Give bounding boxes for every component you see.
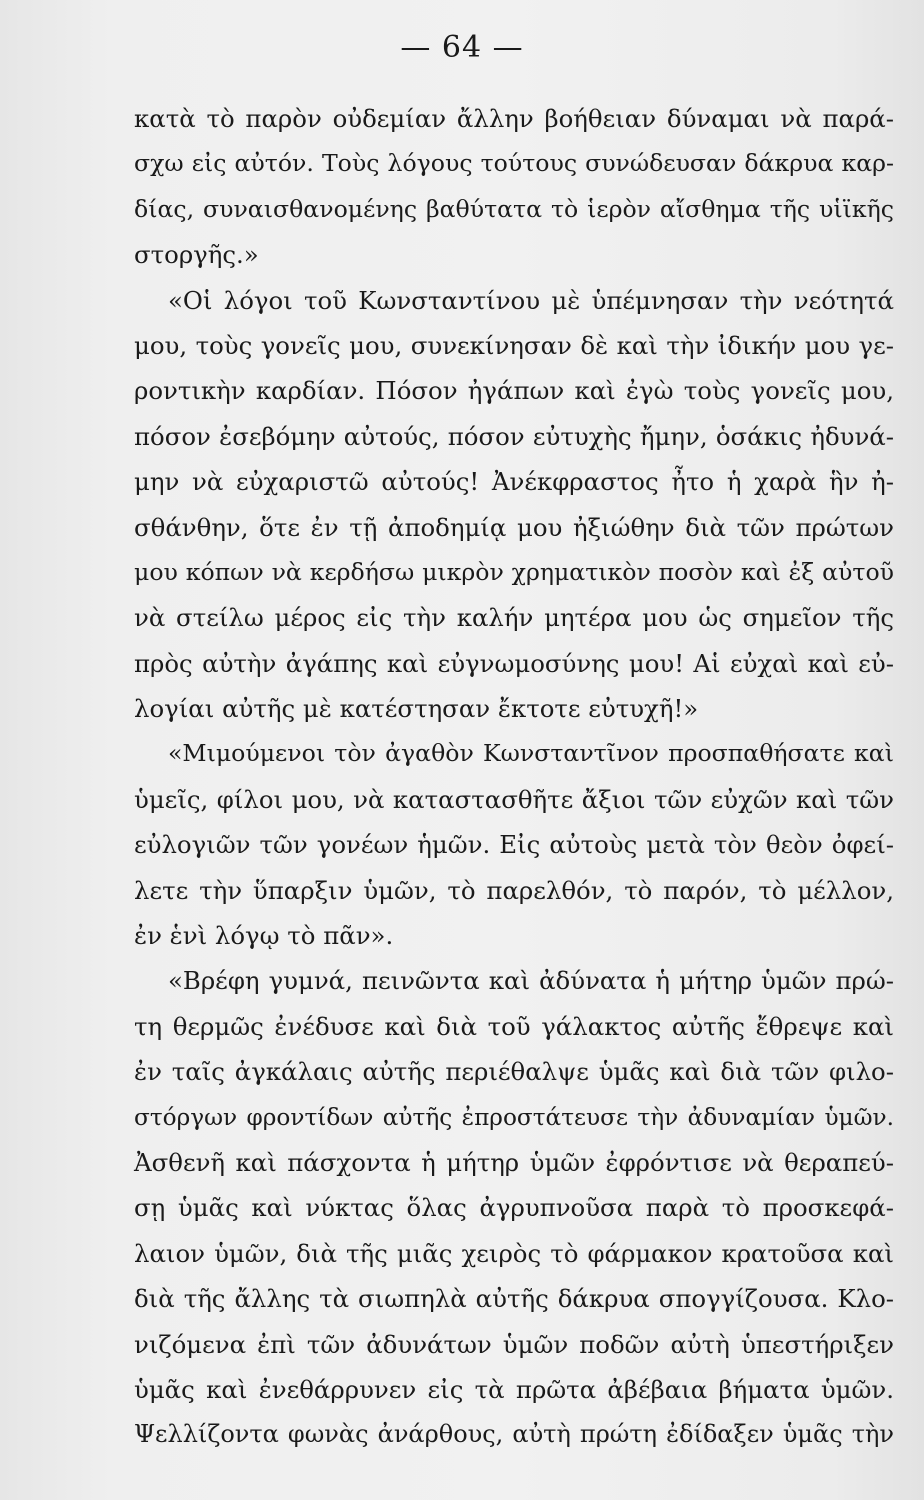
text-line: εὐλογιῶν τῶν γονέων ἡμῶν. Εἰς αὐτοὺς μετὰ τὸν θεὸν ὀφεί- xyxy=(134,830,894,860)
text-line: ἐν ταῖς ἀγκάλαις αὐτῆς περιέθαλψε ὑμᾶς καὶ διὰ τῶν φιλο- xyxy=(134,1057,894,1087)
text-line: λετε τὴν ὕπαρξιν ὑμῶν, τὸ παρελθόν, τὸ παρόν, τὸ μέλλον, xyxy=(134,875,894,905)
text-line: δίας, συναισθανομένης βαθύτατα τὸ ἱερὸν αἴσθημα τῆς υἱϊκῆς xyxy=(134,194,894,223)
text-line: τη θερμῶς ἐνέδυσε καὶ διὰ τοῦ γάλακτος αὐτῆς ἔθρεψε καὶ xyxy=(134,1011,894,1041)
page-number: — 64 — xyxy=(400,30,524,65)
text-line: μου, τοὺς γονεῖς μου, συνεκίνησαν δὲ καὶ τὴν ἰδικήν μου γε- xyxy=(134,330,894,360)
text-line: πόσον ἐσεβόμην αὐτούς, πόσον εὐτυχὴς ἤμην, ὁσάκις ἠδυνά- xyxy=(134,421,894,451)
text-line: Ψελλίζοντα φωνὰς ἀνάρθους, αὐτὴ πρώτη ἐδίδαξεν ὑμᾶς τὴν xyxy=(134,1420,894,1449)
text-line: μου κόπων νὰ κερδήσω μικρὸν χρηματικὸν ποσὸν καὶ ἐξ αὐτοῦ xyxy=(134,557,894,586)
text-line: ὑμεῖς, φίλοι μου, νὰ καταστασθῆτε ἄξιοι τῶν εὐχῶν καὶ τῶν xyxy=(134,784,894,814)
text-line: ροντικὴν καρδίαν. Πόσον ἠγάπων καὶ ἐγὼ τοὺς γονεῖς μου, xyxy=(134,376,894,406)
text-line: σχω εἰς αὐτόν. Τοὺς λόγους τούτους συνώδευσαν δάκρυα καρ- xyxy=(134,149,894,178)
text-line: «Μιμούμενοι τὸν ἀγαθὸν Κωνσταντῖνον προσπαθήσατε καὶ xyxy=(168,739,894,768)
text-line: σθάνθην, ὅτε ἐν τῇ ἀποδημίᾳ μου ἠξιώθην διὰ τῶν πρώτων xyxy=(134,512,894,542)
text-line: νὰ στείλω μέρος εἰς τὴν καλήν μητέρα μου ὡς σημεῖον τῆς xyxy=(134,603,894,633)
text-line: στόργων φροντίδων αὐτῆς ἐπροστάτευσε τὴν ἀδυναμίαν ὑμῶν. xyxy=(134,1103,894,1131)
text-line: λογίαι αὐτῆς μὲ κατέστησαν ἔκτοτε εὐτυχῆ!» xyxy=(134,694,699,724)
text-line: διὰ τῆς ἄλλης τὰ σιωπηλὰ αὐτῆς δάκρυα σπογγίζουσα. Κλο- xyxy=(134,1284,894,1314)
text-line: ὑμᾶς καὶ ἐνεθάρρυνεν εἰς τὰ πρῶτα ἀβέβαια βήματα ὑμῶν. xyxy=(134,1374,894,1404)
text-line: ἐν ἑνὶ λόγῳ τὸ πᾶν». xyxy=(134,921,394,951)
text-line: πρὸς αὐτὴν ἀγάπης καὶ εὐγνωμοσύνης μου! Αἱ εὐχαὶ καὶ εὐ- xyxy=(134,648,894,678)
text-line: νιζόμενα ἐπὶ τῶν ἀδυνάτων ὑμῶν ποδῶν αὐτὴ ὑπεστήριξεν xyxy=(134,1329,894,1359)
text-line: Ἀσθενῆ καὶ πάσχοντα ἡ μήτηρ ὑμῶν ἐφρόντισε νὰ θεραπεύ- xyxy=(134,1147,894,1177)
body-text xyxy=(134,96,894,1458)
text-line: μην νὰ εὐχαριστῶ αὐτούς! Ἀνέκφραστος ἦτο ἡ χαρὰ ἣν ἠ- xyxy=(134,467,894,497)
text-line: «Βρέφη γυμνά, πεινῶντα καὶ ἀδύνατα ἡ μήτηρ ὑμῶν πρώ- xyxy=(168,966,894,996)
text-line: σῃ ὑμᾶς καὶ νύκτας ὅλας ἀγρυπνοῦσα παρὰ τὸ προσκεφά- xyxy=(134,1193,894,1223)
text-line: λαιον ὑμῶν, διὰ τῆς μιᾶς χειρὸς τὸ φάρμακον κρατοῦσα καὶ xyxy=(134,1238,894,1268)
text-line: στοργῆς.» xyxy=(134,240,259,270)
text-line: κατὰ τὸ παρὸν οὐδεμίαν ἄλλην βοήθειαν δύναμαι νὰ παρά- xyxy=(134,104,894,133)
text-line: «Οἱ λόγοι τοῦ Κωνσταντίνου μὲ ὑπέμνησαν τὴν νεότητά xyxy=(168,285,894,315)
